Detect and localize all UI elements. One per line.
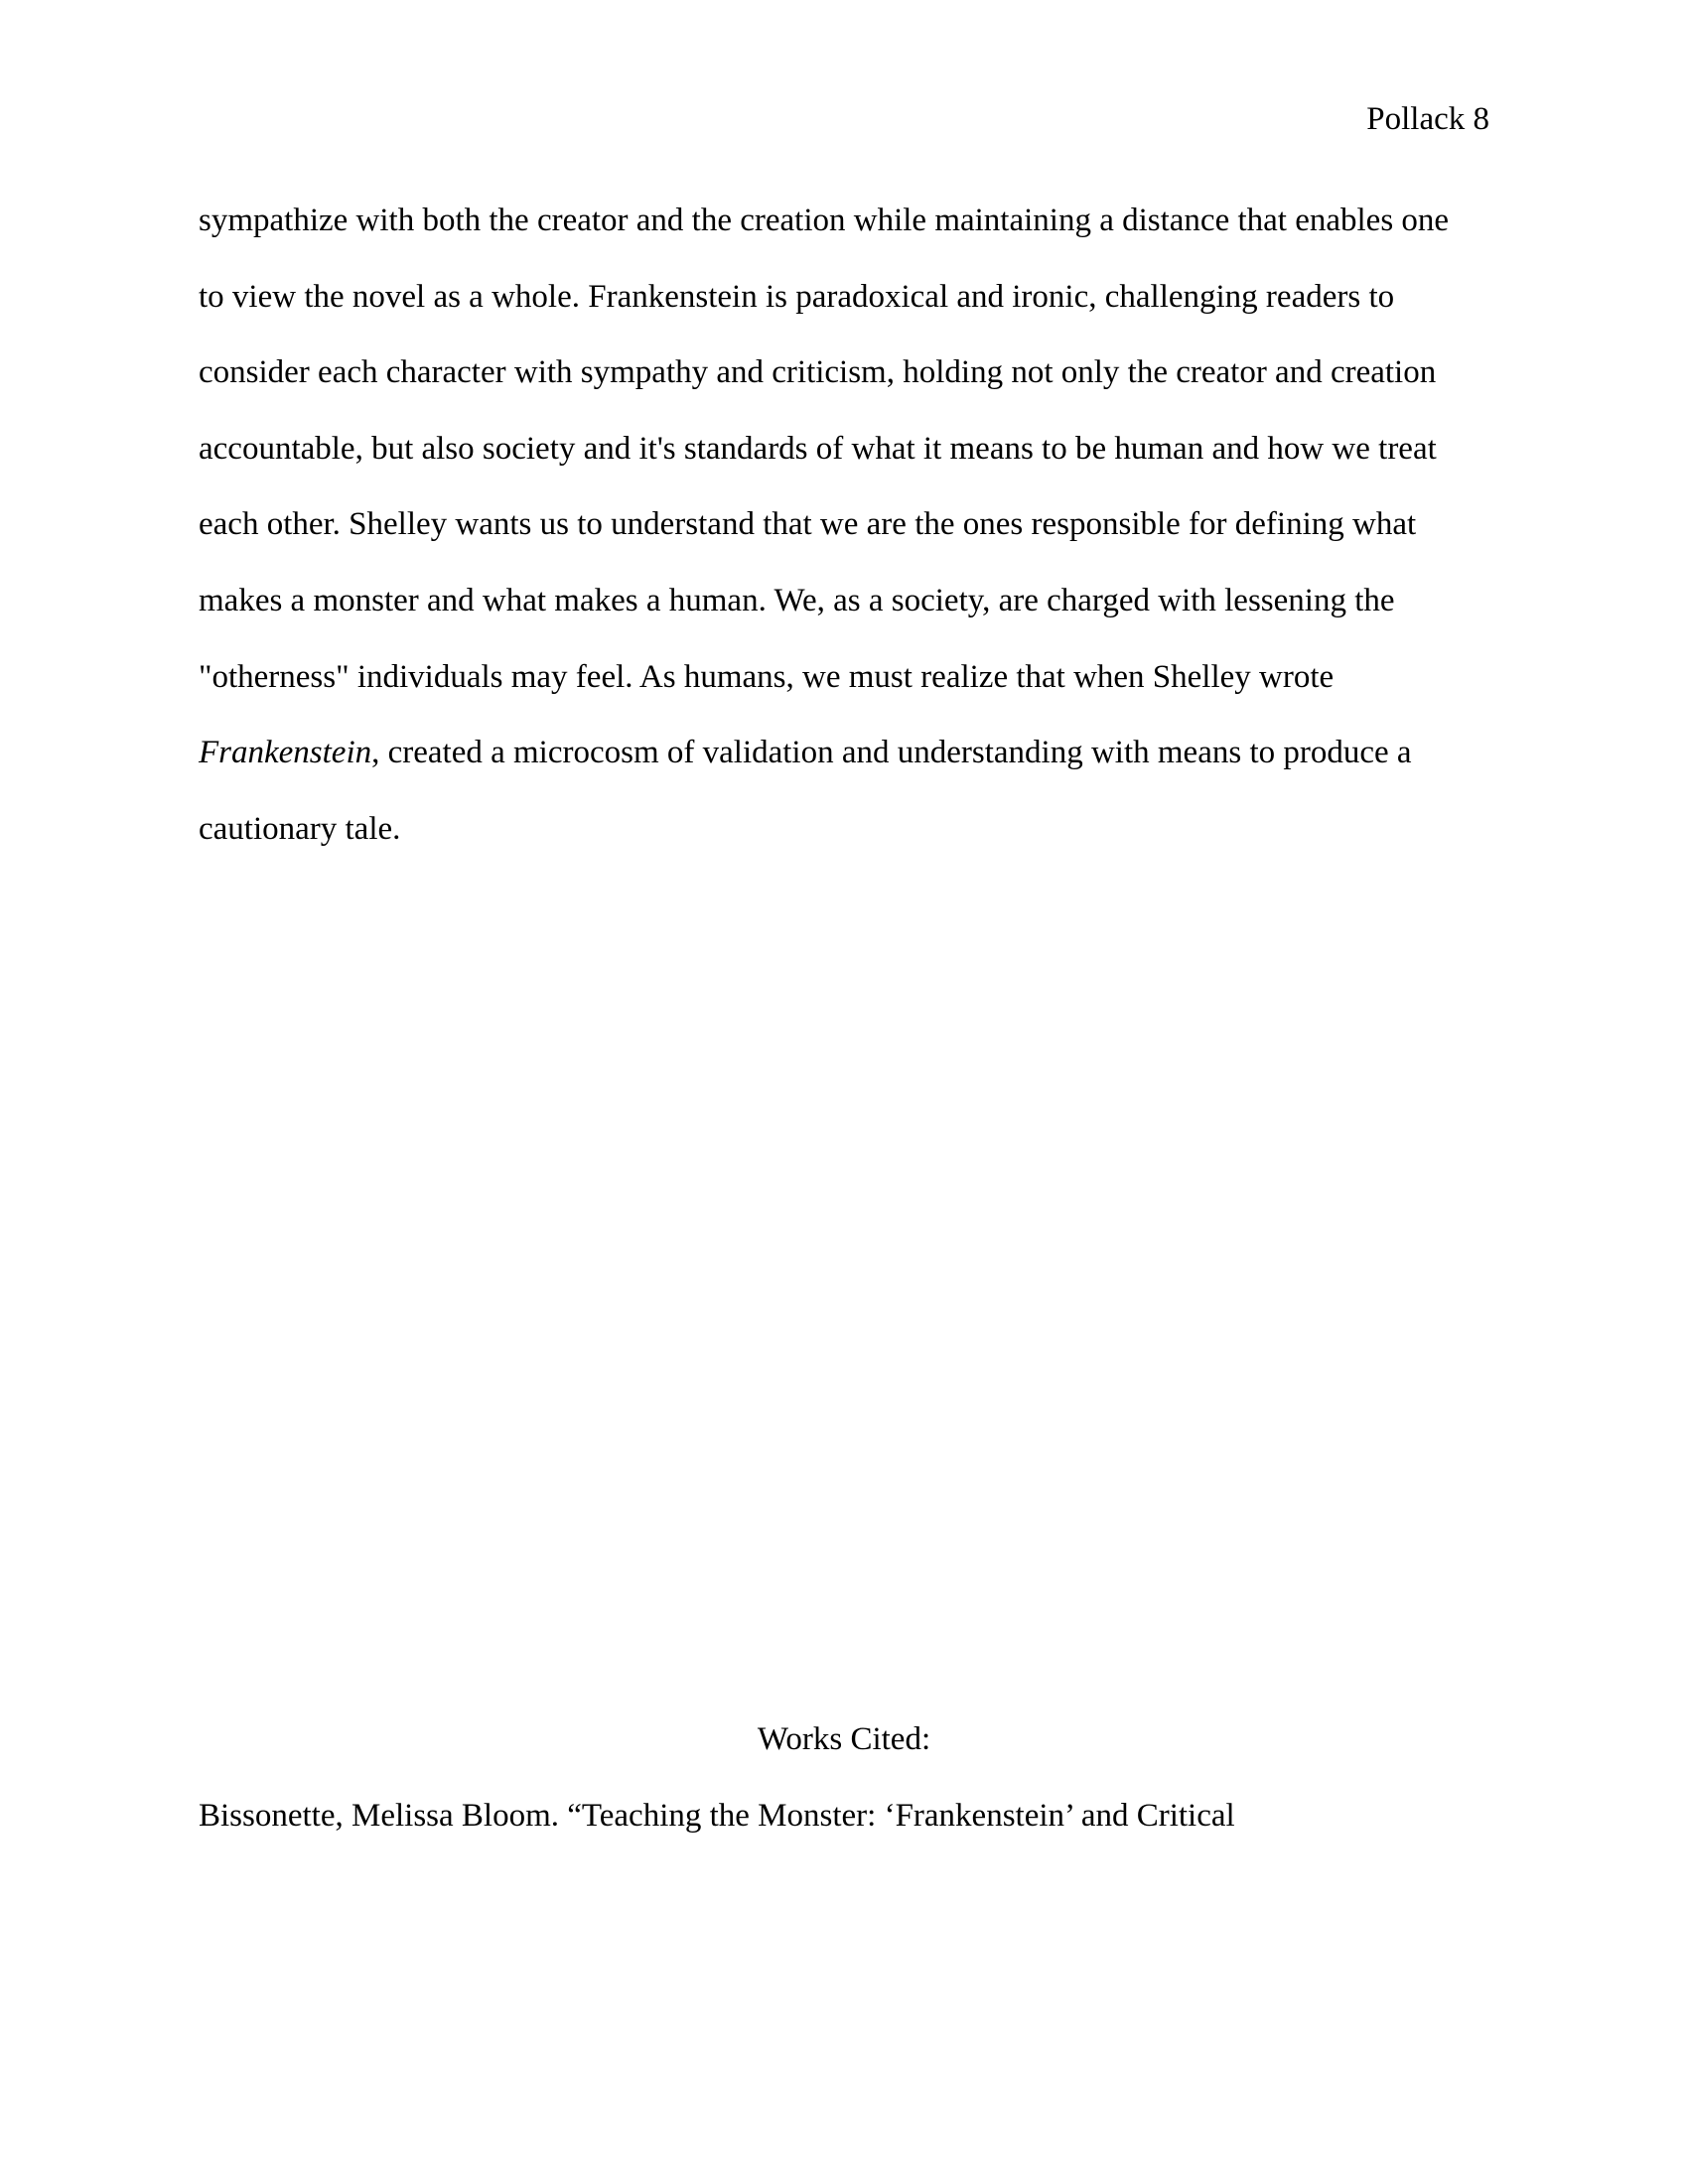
- paragraph-line: "otherness" individuals may feel. As humans, we must realize that when Shelley wrote: [199, 658, 1335, 695]
- essay-paragraph: [199, 199, 1489, 883]
- paragraph-line: [199, 731, 1489, 807]
- paragraph-line: cautionary tale.: [199, 810, 401, 847]
- paragraph-line: each other. Shelley wants us to understand that we are the ones responsible for defining what: [199, 506, 1417, 543]
- italic-book-title: Frankenstein: [199, 735, 372, 771]
- running-head: Pollack 8: [1366, 101, 1489, 137]
- paragraph-line: makes a monster and what makes a human. We, as a society, are charged with lessening the: [199, 582, 1395, 618]
- citation-entry: Bissonette, Melissa Bloom. “Teaching the Monster: ‘Frankenstein’ and Critical: [199, 1798, 1235, 1834]
- paragraph-line: sympathize with both the creator and the creation while maintaining a distance that enables one: [199, 203, 1450, 238]
- works-cited-heading: Works Cited:: [757, 1721, 931, 1757]
- paragraph-line-text: , created a microcosm of validation and understanding with means to produce a: [371, 735, 1412, 771]
- paragraph-line: accountable, but also society and it's standards of what it means to be human and how we treat: [199, 430, 1437, 467]
- paragraph-line: to view the novel as a whole. Frankenstein is paradoxical and ironic, challenging readers to: [199, 278, 1395, 315]
- paragraph-line: consider each character with sympathy and criticism, holding not only the creator and creation: [199, 354, 1437, 391]
